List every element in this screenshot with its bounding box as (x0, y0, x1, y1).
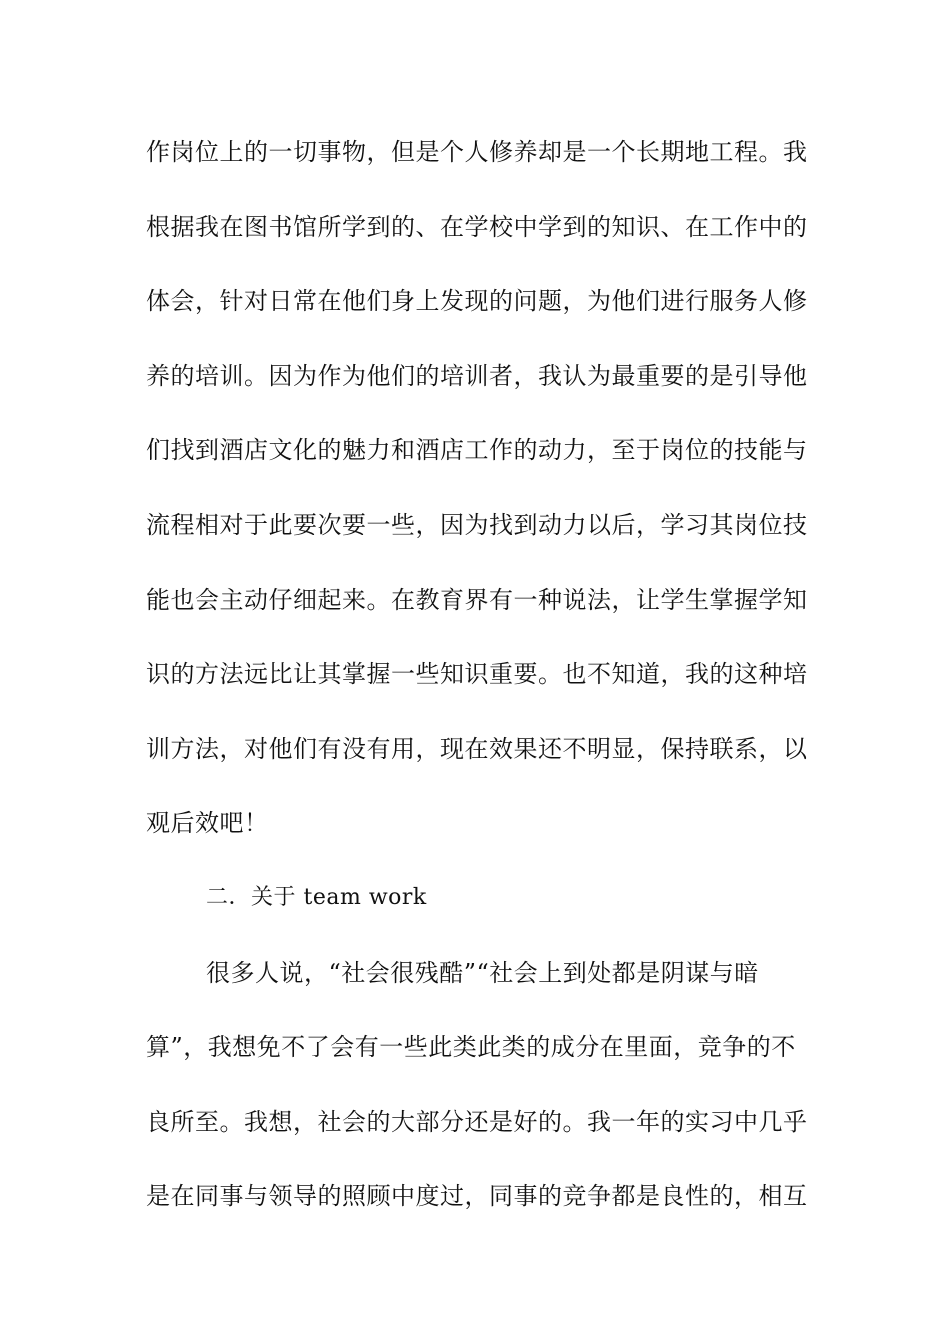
paragraph-line: 识的方法远比让其掌握一些知识重要。也不知道，我的这种培 (146, 660, 808, 689)
document-body (146, 130, 816, 1249)
paragraph-line: 养的培训。因为作为他们的培训者，我认为最重要的是引导他 (146, 361, 808, 390)
paragraph-line: 能也会主动仔细起来。在教育界有一种说法，让学生掌握学知 (146, 585, 808, 614)
paragraph-line: 们找到酒店文化的魅力和酒店工作的动力，至于岗位的技能与 (146, 436, 808, 465)
paragraph-line: 体会，针对日常在他们身上发现的问题，为他们进行服务人修 (146, 287, 808, 316)
paragraph-line: 训方法，对他们有没有用，现在效果还不明显，保持联系，以 (146, 734, 808, 763)
paragraph-line: 观后效吧！ (146, 809, 269, 838)
paragraph-line: 算”，我想免不了会有一些此类此类的成分在里面，竞争的不 (146, 1033, 796, 1062)
section-heading: 二．关于 team work (206, 884, 427, 910)
paragraph-line: 是在同事与领导的照顾中度过，同事的竞争都是良性的，相互 (146, 1182, 808, 1211)
paragraph-line: 良所至。我想，社会的大部分还是好的。我一年的实习中几乎 (146, 1107, 808, 1136)
paragraph-line: 作岗位上的一切事物，但是个人修养却是一个长期地工程。我 (146, 138, 808, 166)
paragraph-line: 流程相对于此要次要一些，因为找到动力以后，学习其岗位技 (146, 510, 808, 539)
paragraph-line: 根据我在图书馆所学到的、在学校中学到的知识、在工作中的 (146, 212, 808, 241)
paragraph-line: 很多人说，“社会很残酷”“社会上到处都是阴谋与暗 (206, 958, 759, 987)
